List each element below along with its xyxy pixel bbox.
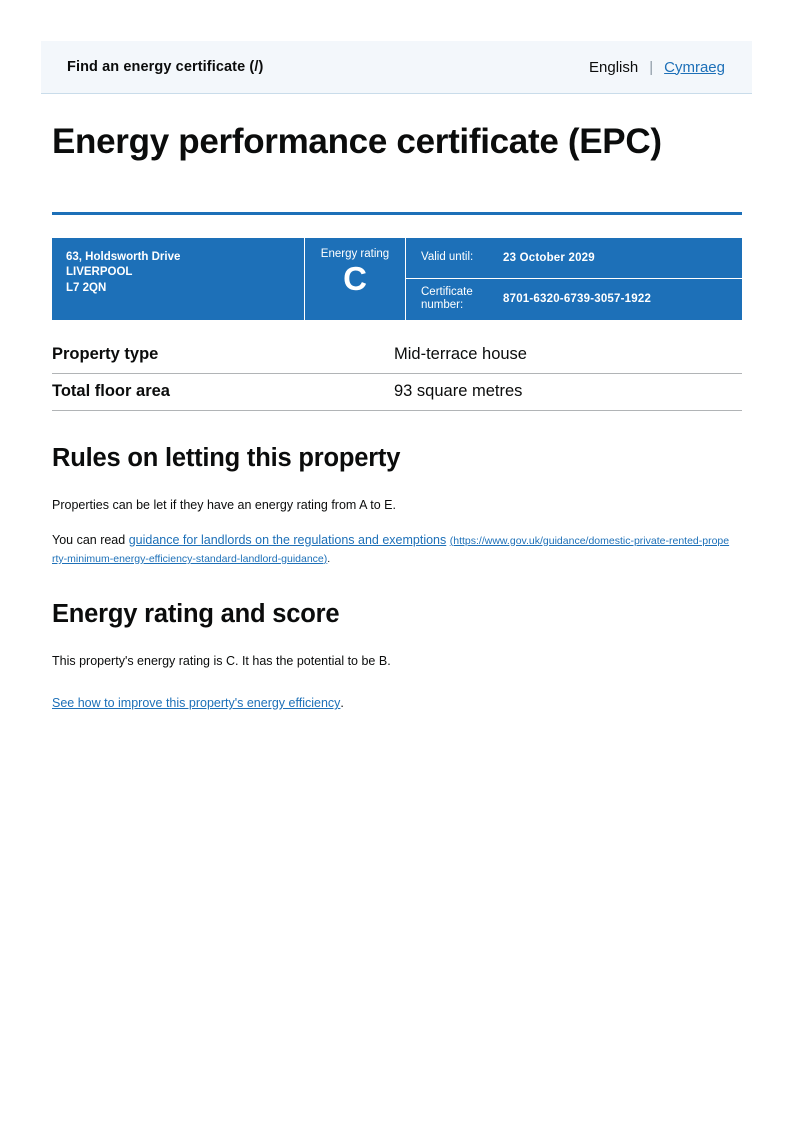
service-name-label: Find an energy certificate [67, 59, 246, 75]
detail-value: Mid-terrace house [394, 344, 527, 363]
energy-rating-paragraph: This property's energy rating is C. It has the potential to be B. [52, 654, 391, 669]
certificate-summary [52, 238, 742, 320]
address-line-2: LIVERPOOL [66, 266, 133, 279]
certificate-number-row [406, 279, 742, 320]
heading-letting-rules: Rules on letting this property [52, 443, 401, 472]
language-switcher [589, 59, 725, 76]
guidance-prefix: You can read [52, 532, 129, 547]
energy-rating-letter: C [343, 259, 367, 297]
detail-row-total-floor-area [52, 374, 742, 411]
property-address [52, 238, 305, 320]
service-path: (/) [249, 59, 264, 75]
valid-until-label: Valid until: [421, 250, 474, 263]
language-current: English [589, 58, 639, 76]
detail-row-property-type [52, 337, 742, 374]
detail-key: Total floor area [52, 381, 170, 400]
detail-value: 93 square metres [394, 381, 523, 400]
service-name[interactable] [67, 59, 263, 75]
energy-rating-badge [305, 238, 406, 320]
certificate-number-label: Certificate number: [421, 285, 473, 312]
improve-efficiency-link[interactable]: See how to improve this property's energy efficiency [52, 696, 341, 711]
letting-rules-guidance [52, 531, 732, 567]
section-divider [52, 212, 742, 215]
language-divider: | [649, 58, 654, 76]
valid-until-value: 23 October 2029 [503, 251, 595, 264]
improve-link-suffix: . [340, 696, 344, 711]
detail-key: Property type [52, 344, 159, 363]
page-title: Energy performance certificate (EPC) [52, 122, 662, 161]
guidance-link[interactable]: guidance for landlords on the regulations and exemptions [128, 532, 447, 547]
guidance-suffix: . [327, 552, 331, 565]
main-content [52, 122, 742, 712]
valid-until-row [406, 238, 742, 280]
energy-rating-label: Energy rating [320, 247, 390, 260]
heading-energy-rating: Energy rating and score [52, 600, 340, 629]
certificate-number-value: 8701-6320-6739-3057-1922 [503, 293, 652, 306]
service-header [41, 41, 752, 94]
language-link-cymraeg[interactable]: Cymraeg [664, 58, 725, 76]
guidance-url[interactable]: (https://www.gov.uk/guidance/domestic-private-rented-property-minimum-energy-efficiency-standard-landlord-guidance) [52, 534, 730, 565]
property-details [52, 337, 742, 411]
letting-rules-paragraph: Properties can be let if they have an energy rating from A to E. [52, 497, 396, 512]
certificate-meta [406, 238, 742, 320]
address-line-3: L7 2QN [66, 281, 107, 294]
address-line-1: 63, Holdsworth Drive [66, 250, 181, 263]
